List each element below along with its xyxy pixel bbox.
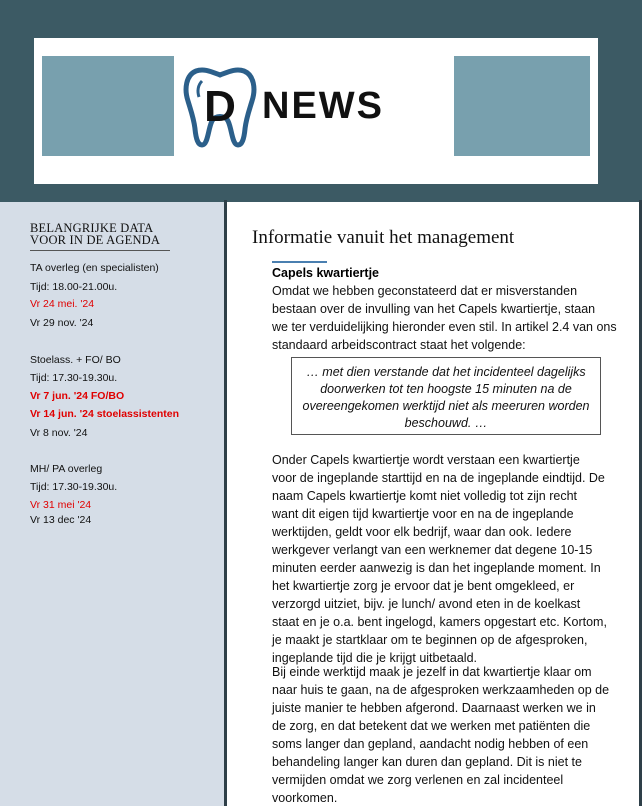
- agenda-date: Vr 29 nov. '24: [30, 317, 94, 329]
- paragraph-line: verzorgd uitziet, bijv. je lunch/ avond eten in de koelkast: [272, 597, 581, 611]
- paragraph-line: Omdat we hebben geconstateerd dat er misverstanden: [272, 284, 578, 298]
- paragraph-line: want dit eigen tijd kwartiertje voor en na de ingeplande: [272, 507, 574, 521]
- title-rule: [272, 261, 327, 263]
- paragraph-line: je maakt je startklaar om te beginnen op de afgesproken,: [272, 633, 588, 647]
- agenda-time: Tijd: 18.00-21.00u.: [30, 281, 118, 293]
- agenda-time: Tijd: 17.30-19.30u.: [30, 481, 118, 493]
- paragraph-line: naar huis te gaan, na de afgesproken werkzaamheden op de: [272, 683, 610, 697]
- sidebar-heading-line2: VOOR IN DE AGENDA: [30, 233, 161, 247]
- article-subheading: Capels kwartiertje: [272, 266, 379, 280]
- agenda-group-title: TA overleg (en specialisten): [30, 262, 159, 274]
- paragraph-line: minuten eerder aanwezig is dan het ingeplande moment. In: [272, 561, 601, 575]
- sidebar-heading: [30, 222, 210, 246]
- paragraph-line: voorkomen.: [272, 791, 338, 805]
- quote-line: beschouwd. …: [404, 416, 488, 430]
- logo-letter: D: [204, 82, 236, 131]
- quote-line: overeengekomen werktijd niet als meeruren worden: [302, 399, 590, 413]
- body-paragraph-3: [272, 663, 632, 807]
- paragraph-line: behandeling langer kan duren dan gepland. Dit is niet te: [272, 755, 582, 769]
- paragraph-line: ingeplande tijd die je krijgt uitbetaald.: [272, 651, 477, 665]
- agenda-date: Vr 13 dec '24: [30, 514, 92, 526]
- paragraph-line: juiste manier te hebben afgerond. Daarnaast werken we in: [272, 701, 596, 715]
- agenda-group-title: Stoelass. + FO/ BO: [30, 354, 121, 366]
- paragraph-line: standaard arbeidscontract staat het volgende:: [272, 338, 526, 352]
- agenda-date: Vr 24 mei. '24: [30, 298, 95, 310]
- paragraph-line: naam Capels kwartiertje komt niet volledig tot zijn recht: [272, 489, 577, 503]
- quote-line: doorwerken tot ten hoogste 15 minuten na de: [320, 382, 572, 396]
- paragraph-line: het kwartiertje zorg je ervoor dat je bent omgekleed, er: [272, 579, 575, 593]
- paragraph-line: Onder Capels kwartiertje wordt verstaan een kwartiertje: [272, 453, 580, 467]
- sidebar-heading-line1: BELANGRIJKE DATA: [30, 221, 154, 235]
- paragraph-line: vermijden omdat we zorg verlenen en zal incidenteel: [272, 773, 564, 787]
- article-title: Informatie vanuit het management: [252, 227, 515, 248]
- agenda-date: Vr 7 jun. '24 FO/BO: [30, 390, 125, 402]
- paragraph-line: Bij einde werktijd maak je jezelf in dat kwartiertje klaar om: [272, 665, 592, 679]
- paragraph-line: staat en je o.a. bent ingelogd, kamers opgestart etc. Kortom,: [272, 615, 607, 629]
- agenda-date: Vr 8 nov. '24: [30, 427, 88, 439]
- paragraph-line: soms langer dan gepland, aandacht nodig hebben of een: [272, 737, 589, 751]
- column-divider: [224, 200, 227, 806]
- dnews-logo: [174, 56, 454, 156]
- intro-paragraph: [272, 282, 632, 354]
- body-paragraph-2: [272, 451, 632, 667]
- quote-line: … met dien verstande dat het incidenteel dagelijks: [306, 365, 586, 379]
- paragraph-line: we ter verduidelijking hieronder even stil. In artikel 2.4 van ons: [272, 320, 617, 334]
- agenda-date: Vr 14 jun. '24 stoelassistenten: [30, 408, 179, 420]
- paragraph-line: de zorg, en dat betekent dat we werken met patiënten die: [272, 719, 591, 733]
- contract-quote: [294, 364, 598, 432]
- agenda-date: Vr 31 mei '24: [30, 499, 92, 511]
- paragraph-line: voor de ingeplande starttijd en na de ingeplande eindtijd. De: [272, 471, 605, 485]
- tooth-icon: [182, 63, 258, 149]
- agenda-group-title: MH/ PA overleg: [30, 463, 103, 475]
- agenda-time: Tijd: 17.30-19.30u.: [30, 372, 118, 384]
- paragraph-line: werktijden, geldt voor elk bedrijf, waar dan ook. Iedere: [272, 525, 572, 539]
- paragraph-line: bestaan over de invulling van het Capels kwartiertje, staan: [272, 302, 596, 316]
- sidebar-heading-rule: [30, 250, 170, 251]
- logo-word: NEWS: [262, 84, 384, 127]
- paragraph-line: werkgever verlangt van een werknemer dat degene 10-15: [272, 543, 593, 557]
